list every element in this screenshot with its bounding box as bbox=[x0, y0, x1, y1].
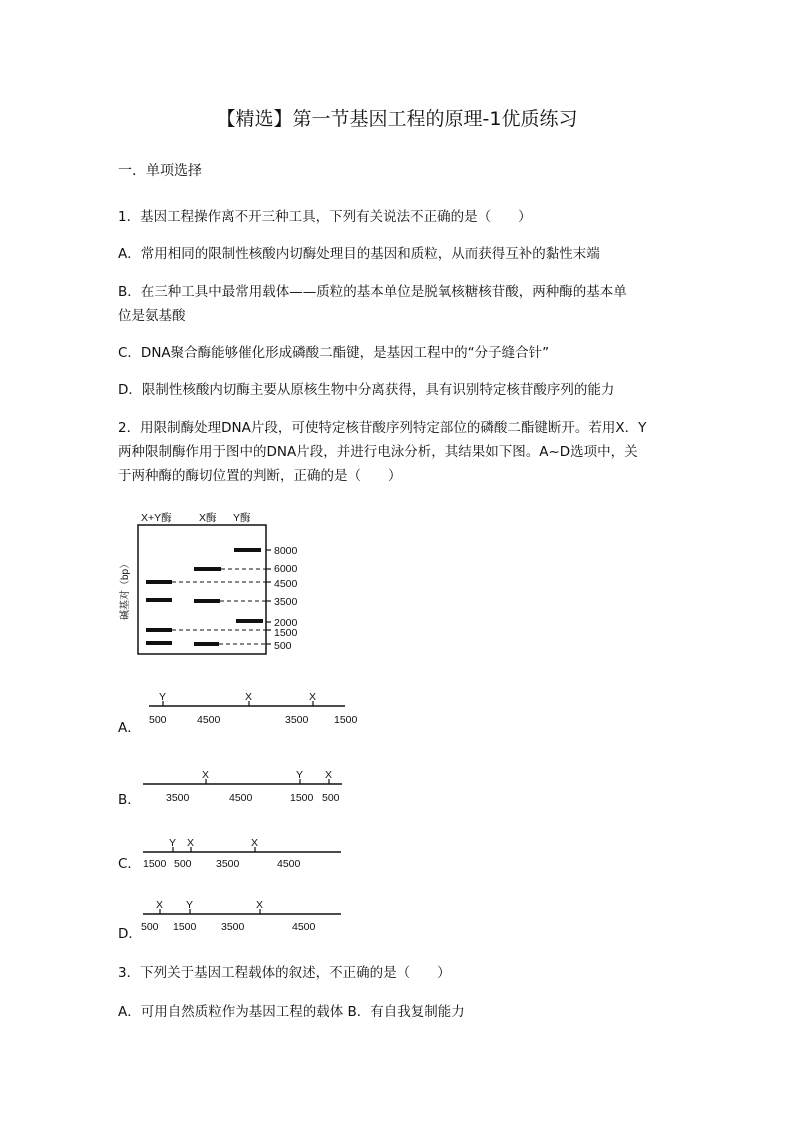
cut-site-x: X bbox=[256, 899, 264, 911]
y-axis-label: 碱基对（bp） bbox=[120, 558, 131, 620]
fragment-length: 1500 bbox=[173, 921, 197, 933]
cut-site-x: X bbox=[202, 769, 210, 781]
fragment-length: 4500 bbox=[229, 792, 253, 804]
band-y-2000 bbox=[236, 619, 263, 623]
band-x-3500 bbox=[194, 599, 220, 603]
band-xy-4500 bbox=[146, 580, 172, 584]
fragment-length: 1500 bbox=[290, 792, 314, 804]
marker-1500: 1500 bbox=[274, 627, 298, 639]
cut-site-y: Y bbox=[169, 837, 177, 849]
cut-site-x: X bbox=[325, 769, 333, 781]
question-1-option-d: D．限制性核酸内切酶主要从原核生物中分离获得，具有识别特定核苷酸序列的能力 bbox=[118, 382, 615, 398]
section-heading: 一．单项选择 bbox=[118, 163, 202, 179]
question-2-option-d-label: D． bbox=[118, 926, 142, 942]
fragment-length: 500 bbox=[322, 792, 340, 804]
band-x-500 bbox=[194, 642, 219, 646]
marker-2000: 2000 bbox=[274, 617, 298, 629]
gel-frame bbox=[138, 525, 266, 654]
fragment-length: 3500 bbox=[221, 921, 245, 933]
option-b-restriction-map bbox=[140, 766, 370, 806]
band-y-8000 bbox=[234, 548, 261, 552]
fragment-length: 1500 bbox=[334, 714, 358, 726]
fragment-length: 500 bbox=[149, 714, 167, 726]
option-c-restriction-map bbox=[140, 834, 370, 874]
cut-site-x: X bbox=[309, 691, 317, 703]
question-1-option-a: A．常用相同的限制性核酸内切酶处理目的基因和质粒，从而获得互补的黏性末端 bbox=[118, 246, 600, 262]
fragment-length: 4500 bbox=[292, 921, 316, 933]
cut-site-y: Y bbox=[186, 899, 194, 911]
fragment-length: 500 bbox=[174, 858, 192, 870]
lane-label-xy: X+Y酶 bbox=[141, 512, 172, 524]
fragment-length: 3500 bbox=[166, 792, 190, 804]
cut-site-x: X bbox=[187, 837, 195, 849]
marker-3500: 3500 bbox=[274, 596, 298, 608]
band-x-6000 bbox=[194, 567, 221, 571]
band-xy-500 bbox=[146, 641, 172, 645]
option-a-restriction-map bbox=[140, 688, 370, 728]
question-1-option-b-cont: 位是氨基酸 bbox=[118, 308, 186, 324]
page-title: 【精选】第一节基因工程的原理-1优质练习 bbox=[216, 108, 578, 130]
marker-6000: 6000 bbox=[274, 563, 298, 575]
lane-label-x: X酶 bbox=[199, 512, 217, 524]
cut-site-y: Y bbox=[159, 691, 167, 703]
question-2-option-c-label: C． bbox=[118, 856, 141, 872]
marker-8000: 8000 bbox=[274, 545, 298, 557]
fragment-length: 4500 bbox=[277, 858, 301, 870]
band-xy-1500 bbox=[146, 628, 172, 632]
fragment-length: 1500 bbox=[143, 858, 167, 870]
marker-4500: 4500 bbox=[274, 578, 298, 590]
cut-site-x: X bbox=[245, 691, 253, 703]
question-1-stem: 1．基因工程操作离不开三种工具，下列有关说法不正确的是（ ） bbox=[118, 209, 532, 225]
lane-label-y: Y酶 bbox=[233, 512, 251, 524]
fragment-length: 4500 bbox=[197, 714, 221, 726]
question-3-options: A．可用自然质粒作为基因工程的载体 B．有自我复制能力 bbox=[118, 1004, 465, 1020]
fragment-length: 3500 bbox=[285, 714, 309, 726]
question-2-stem-line-1: 2．用限制酶处理DNA片段，可使特定核苷酸序列特定部位的磷酸二酯键断开。若用X．Y bbox=[118, 420, 647, 436]
band-xy-3500 bbox=[146, 598, 172, 602]
marker-500: 500 bbox=[274, 640, 292, 652]
question-2-option-a-label: A． bbox=[118, 720, 141, 736]
question-2-stem-line-3: 于两种酶的酶切位置的判断，正确的是（ ） bbox=[118, 468, 402, 484]
question-1-option-b: B．在三种工具中最常用载体——质粒的基本单位是脱氧核糖核苷酸，两种酶的基本单 bbox=[118, 284, 627, 300]
question-1-option-c: C．DNA聚合酶能够催化形成磷酸二酯键，是基因工程中的“分子缝合针” bbox=[118, 345, 550, 361]
cut-site-y: Y bbox=[296, 769, 304, 781]
question-3-stem: 3．下列关于基因工程载体的叙述，不正确的是（ ） bbox=[118, 965, 451, 981]
fragment-length: 500 bbox=[141, 921, 159, 933]
gel-figure bbox=[110, 505, 350, 660]
option-d-restriction-map bbox=[140, 896, 370, 936]
cut-site-x: X bbox=[251, 837, 259, 849]
cut-site-x: X bbox=[156, 899, 164, 911]
question-2-stem-line-2: 两种限制酶作用于图中的DNA片段，并进行电泳分析，其结果如下图。A~D选项中，关 bbox=[118, 444, 638, 460]
question-2-option-b-label: B． bbox=[118, 792, 141, 808]
fragment-length: 3500 bbox=[216, 858, 240, 870]
